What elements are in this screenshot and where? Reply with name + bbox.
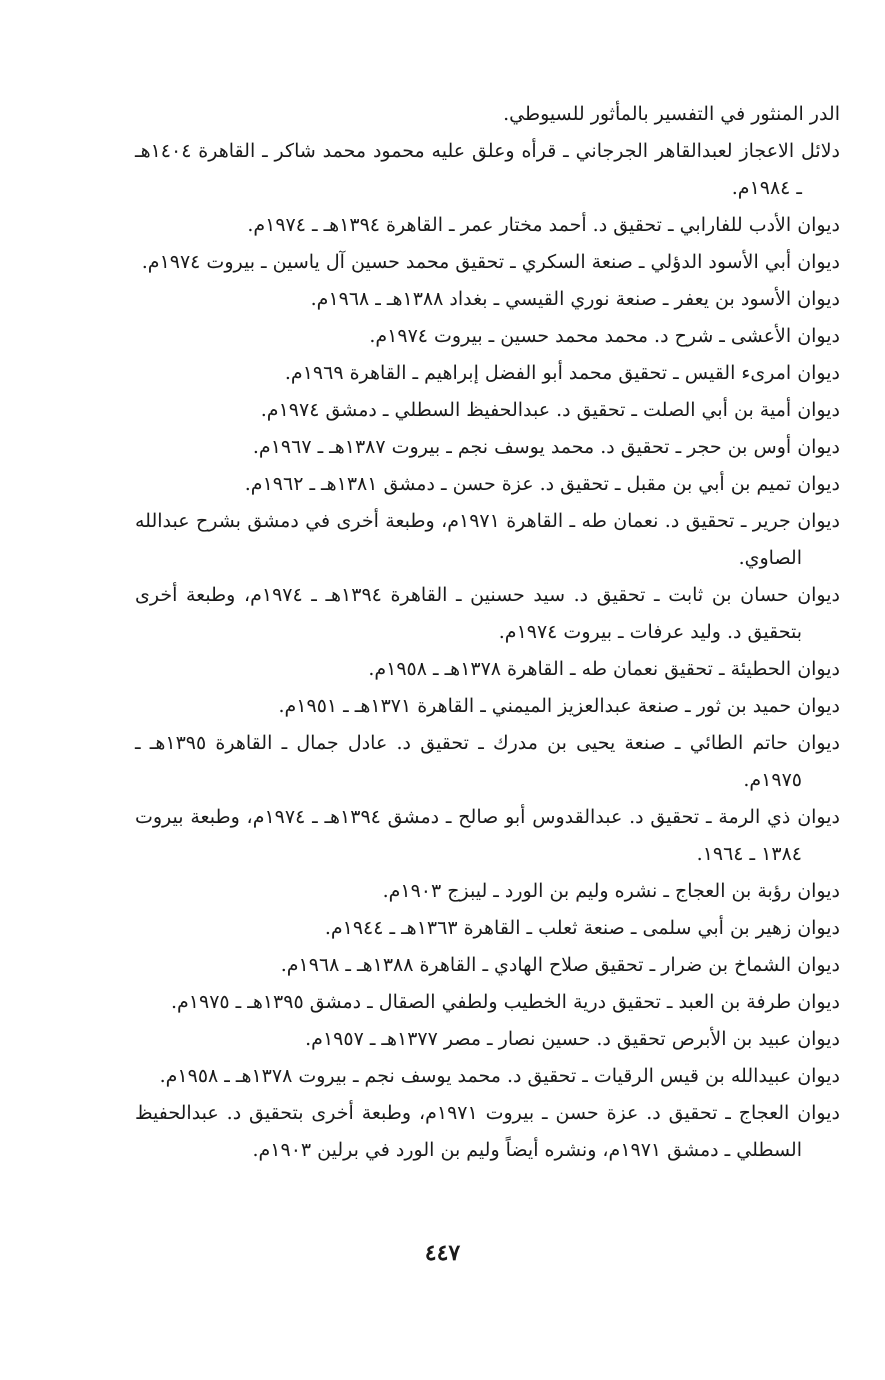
bibliography-entry: دلائل الاعجاز لعبدالقاهر الجرجاني ـ قرأه وعلق عليه محمود محمد شاكر ـ القاهرة ١٤٠٤هـ ـ ١٩٨٤م. xyxy=(135,140,840,199)
bibliography-entry: ديوان تميم بن أبي بن مقبل ـ تحقيق د. عزة حسن ـ دمشق ١٣٨١هـ ـ ١٩٦٢م. xyxy=(244,473,840,495)
bibliography-entry: ديوان الحطيئة ـ تحقيق نعمان طه ـ القاهرة ١٣٧٨هـ ـ ١٩٥٨م. xyxy=(368,658,840,680)
bibliography-entry: ديوان رؤبة بن العجاج ـ نشره وليم بن الورد ـ ليبزج ١٩٠٣م. xyxy=(382,880,840,902)
bibliography-entry: ديوان حميد بن ثور ـ صنعة عبدالعزيز الميمني ـ القاهرة ١٣٧١هـ ـ ١٩٥١م. xyxy=(278,695,840,717)
bibliography-entry: ديوان زهير بن أبي سلمى ـ صنعة ثعلب ـ القاهرة ١٣٦٣هـ ـ ١٩٤٤م. xyxy=(324,917,840,939)
bibliography-entry: ديوان العجاج ـ تحقيق د. عزة حسن ـ بيروت ١٩٧١م، وطبعة أخرى بتحقيق د. عبدالحفيظ السطلي ـ دمشق ١٩٧١م، ونشره أيضاً وليم بن الورد في برلين ١٩٠٣م. xyxy=(135,1102,840,1161)
bibliography-entry: ديوان طرفة بن العبد ـ تحقيق درية الخطيب ولطفي الصقال ـ دمشق ١٣٩٥هـ ـ ١٩٧٥م. xyxy=(170,991,840,1013)
bibliography-entry: ديوان ذي الرمة ـ تحقيق د. عبدالقدوس أبو صالح ـ دمشق ١٣٩٤هـ ـ ١٩٧٤م، وطبعة بيروت ١٣٨٤ ـ ١٩٦٤. xyxy=(135,806,840,865)
bibliography-entry: ديوان عبيد بن الأبرص تحقيق د. حسين نصار ـ مصر ١٣٧٧هـ ـ ١٩٥٧م. xyxy=(305,1028,840,1050)
page-number: ٤٤٧ xyxy=(424,1240,461,1266)
bibliography-entry: ديوان عبيدالله بن قيس الرقيات ـ تحقيق د. محمد يوسف نجم ـ بيروت ١٣٧٨هـ ـ ١٩٥٨م. xyxy=(159,1065,840,1087)
bibliography-entry: ديوان الأدب للفارابي ـ تحقيق د. أحمد مختار عمر ـ القاهرة ١٣٩٤هـ ـ ١٩٧٤م. xyxy=(247,214,840,236)
bibliography-entry: ديوان الأعشى ـ شرح د. محمد محمد حسين ـ بيروت ١٩٧٤م. xyxy=(369,325,840,347)
bibliography-entry: ديوان الأسود بن يعفر ـ صنعة نوري القيسي ـ بغداد ١٣٨٨هـ ـ ١٩٦٨م. xyxy=(310,288,840,310)
bibliography-entry: الدر المنثور في التفسير بالمأثور للسيوطي. xyxy=(503,103,840,125)
bibliography-entry: ديوان الشماخ بن ضرار ـ تحقيق صلاح الهادي ـ القاهرة ١٣٨٨هـ ـ ١٩٦٨م. xyxy=(280,954,840,976)
bibliography-entry: ديوان حاتم الطائي ـ صنعة يحيى بن مدرك ـ تحقيق د. عادل جمال ـ القاهرة ١٣٩٥هـ ـ ١٩٧٥م. xyxy=(135,732,840,791)
bibliography-entry: ديوان أبي الأسود الدؤلي ـ صنعة السكري ـ تحقيق محمد حسين آل ياسين ـ بيروت ١٩٧٤م. xyxy=(141,251,840,273)
bibliography-entry: ديوان جرير ـ تحقيق د. نعمان طه ـ القاهرة ١٩٧١م، وطبعة أخرى في دمشق بشرح عبدالله الصاوي. xyxy=(135,510,840,569)
bibliography-page xyxy=(135,96,840,1169)
bibliography-entry: ديوان حسان بن ثابت ـ تحقيق د. سيد حسنين ـ القاهرة ١٣٩٤هـ ـ ١٩٧٤م، وطبعة أخرى بتحقيق د. وليد عرفات ـ بيروت ١٩٧٤م. xyxy=(135,584,841,643)
bibliography-entry: ديوان امرىء القيس ـ تحقيق محمد أبو الفضل إبراهيم ـ القاهرة ١٩٦٩م. xyxy=(284,362,840,384)
bibliography-entry: ديوان أمية بن أبي الصلت ـ تحقيق د. عبدالحفيظ السطلي ـ دمشق ١٩٧٤م. xyxy=(260,399,840,421)
bibliography-entry: ديوان أوس بن حجر ـ تحقيق د. محمد يوسف نجم ـ بيروت ١٣٨٧هـ ـ ١٩٦٧م. xyxy=(252,436,840,458)
